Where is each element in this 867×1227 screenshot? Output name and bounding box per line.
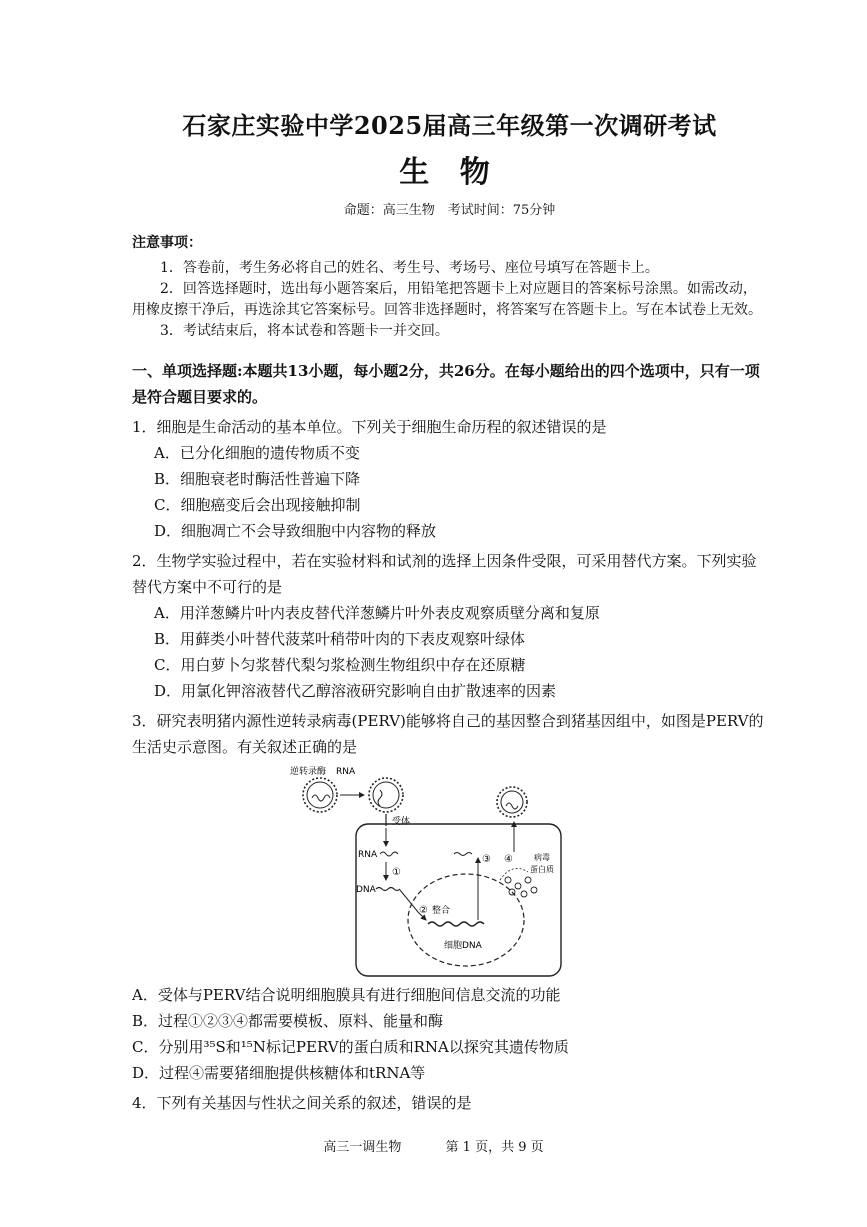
exam-title: 石家庄实验中学2025届高三年级第一次调研考试 xyxy=(182,111,717,140)
option: C．分别用³⁵S和¹⁵N标记PERV的蛋白质和RNA以探究其遗传物质 xyxy=(132,1038,569,1056)
rna-top-label: RNA xyxy=(336,767,356,777)
virus-particle-icon xyxy=(369,778,403,812)
step-2-label: ② xyxy=(419,905,428,916)
receptor-label: 受体 xyxy=(392,817,411,827)
option: C．细胞癌变后会出现接触抑制 xyxy=(154,496,361,514)
viral-protein-label-2: 蛋白质 xyxy=(530,865,554,874)
step-3-label: ③ xyxy=(482,854,491,865)
option: B．细胞衰老时酶活性普遍下降 xyxy=(154,470,361,488)
rt-label: 逆转录酶 xyxy=(290,767,327,777)
integrate-label: 整合 xyxy=(432,906,451,916)
question-stem: 4．下列有关基因与性状之间关系的叙述，错误的是 xyxy=(132,1094,472,1112)
cell-membrane xyxy=(356,824,561,976)
option: D．过程④需要猪细胞提供核糖体和tRNA等 xyxy=(132,1064,426,1082)
budding-virus-icon xyxy=(497,787,527,817)
footer-page-number: 第 1 页，共 9 页 xyxy=(445,1140,544,1155)
exam-meta: 命题：高三生物 考试时间：75分钟 xyxy=(343,203,556,218)
footer-left: 高三一调生物 xyxy=(323,1140,402,1155)
virus-particle-icon xyxy=(303,778,337,812)
step-1-label: ① xyxy=(392,867,401,878)
notice-item: 1．答卷前，考生务必将自己的姓名、考生号、考场号、座位号填写在答题卡上。 xyxy=(160,260,659,276)
notice-list xyxy=(132,258,767,342)
perv-lifecycle-figure xyxy=(268,762,568,982)
notice-item: 2．回答选择题时，选出每小题答案后，用铅笔把答题卡上对应题目的答案标号涂黑。如需改动，用橡皮擦干净后，再选涂其它答案标号。回答非选择题时，将答案写在答题卡上。写在本试卷上无效。 xyxy=(132,281,762,318)
option: C．用白萝卜匀浆替代梨匀浆检测生物组织中存在还原糖 xyxy=(154,656,526,674)
page-footer xyxy=(0,1136,867,1155)
cell-dna-label: 细胞DNA xyxy=(444,941,482,951)
option: D．细胞凋亡不会导致细胞中内容物的释放 xyxy=(154,522,437,540)
option: D．用氯化钾溶液替代乙醇溶液研究影响自由扩散速率的因素 xyxy=(154,682,557,700)
option: A．已分化细胞的遗传物质不变 xyxy=(154,444,360,462)
step-4-label: ④ xyxy=(504,854,513,865)
option: B．过程①②③④都需要模板、原料、能量和酶 xyxy=(132,1012,444,1030)
rna-label: RNA xyxy=(358,850,378,860)
option: A．用洋葱鳞片叶内表皮替代洋葱鳞片叶外表皮观察质壁分离和复原 xyxy=(154,604,600,622)
question-stem: 2．生物学实验过程中，若在实验材料和试剂的选择上因条件受限，可采用替代方案。下列实验替代方案中不可行的是 xyxy=(132,552,757,596)
option: A．受体与PERV结合说明细胞膜具有进行细胞间信息交流的功能 xyxy=(132,986,561,1004)
notice-item: 3．考试结束后，将本试卷和答题卡一并交回。 xyxy=(160,323,449,339)
question-stem: 1．细胞是生命活动的基本单位。下列关于细胞生命历程的叙述错误的是 xyxy=(132,418,607,436)
dna-label: DNA xyxy=(356,885,376,895)
question-stem: 3．研究表明猪内源性逆转录病毒(PERV)能够将自己的基因整合到猪基因组中，如图是PERV的生活史示意图。有关叙述正确的是 xyxy=(132,712,764,756)
notice-title: 注意事项： xyxy=(132,235,202,251)
option: B．用藓类小叶替代菠菜叶稍带叶肉的下表皮观察叶绿体 xyxy=(154,630,526,648)
viral-protein-label-1: 病毒 xyxy=(534,853,550,862)
section-heading: 一、单项选择题:本题共13小题，每小题2分，共26分。在每小题给出的四个选项中，只有一项是符合题目要求的。 xyxy=(132,362,760,406)
subject-title: 生 物 xyxy=(399,155,500,190)
perv-lifecycle-diagram xyxy=(268,762,568,982)
